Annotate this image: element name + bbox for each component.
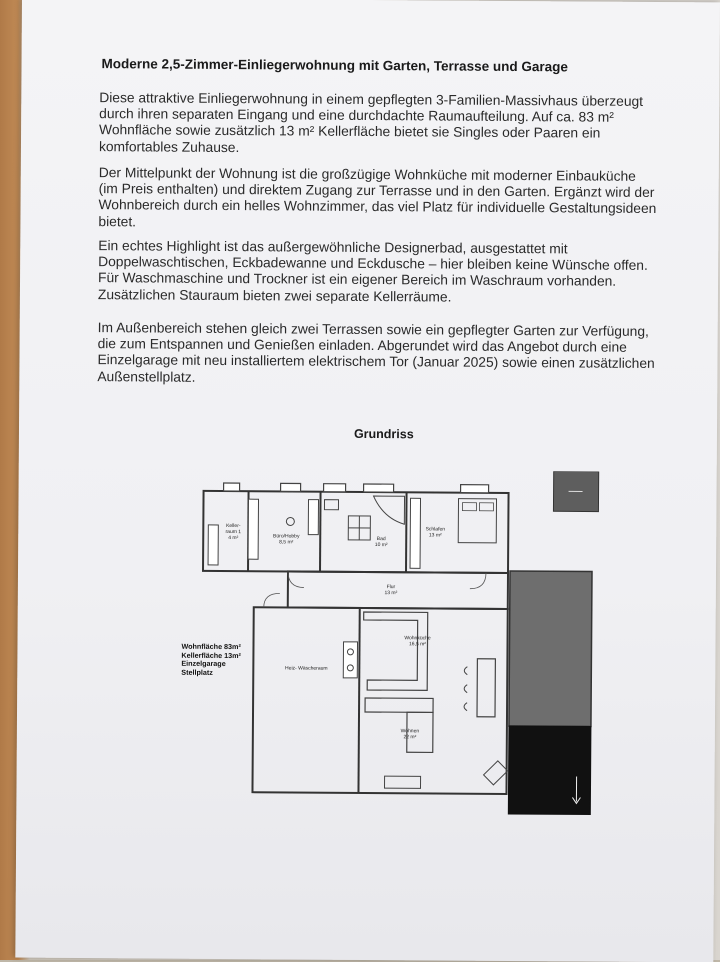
- room-label-bad: Bad 10 m²: [364, 536, 398, 548]
- parking-space: [508, 726, 591, 815]
- garage: [509, 571, 592, 727]
- document-title: Moderne 2,5-Zimmer-Einliegerwohnung mit Garten, Terrasse und Garage: [101, 56, 701, 75]
- room-label-flur: Flur 13 m²: [376, 584, 406, 596]
- legend-kellerflaeche: Kellerfläche 13m²: [181, 651, 241, 660]
- room-label-schlafen: Schlafen 13 m²: [418, 526, 452, 538]
- legend-stellplatz: Stellplatz: [181, 668, 241, 677]
- floorplan: [166, 469, 629, 832]
- legend-wohnflaeche: Wohnfläche 83m²: [181, 643, 241, 652]
- legend-einzelgarage: Einzelgarage: [181, 660, 241, 669]
- floorplan-heading: Grundriss: [354, 427, 414, 441]
- paragraph-intro: Diese attraktive Einliegerwohnung in einem gepflegten 3-Familien-Massivhaus überzeugt durch ihren separaten Eingang und eine durchdachte Raumaufteilung. Auf ca. 83 m² Wohnfläche sowie zusätzlich 13 m² Kellerfläche bietet sie Singles oder Paaren ein komfortables Zuhause.: [99, 90, 659, 159]
- room-label-heiz: Heiz- Wäscheraum: [271, 665, 341, 671]
- room-label-keller: Keller- raum 1 4 m²: [218, 523, 248, 541]
- paragraph-kitchen: Der Mittelpunkt der Wohnung ist die großzügige Wohnküche mit moderner Einbauküche (im Preis enthalten) und direktem Zugang zur Terrasse und in den Garten. Ergänzt wird der Wohnbereich durch ein helles Wohnzimmer, das viel Platz für individuelle Gestaltungsideen bietet.: [98, 165, 658, 234]
- lower-rooms-outline: [252, 607, 507, 794]
- paper-sheet: [15, 0, 720, 962]
- paragraph-bathroom: Ein echtes Highlight ist das außergewöhnliche Designerbad, ausgestattet mit Doppelwaschtischen, Eckbadewanne und Eckdusche – hier bleiben keine Wünsche offen. Für Waschmaschine und Trockner ist ein eigener Bereich im Waschraum vorhanden. Zusätzlichen Stauraum bieten zwei separate Kellerräume.: [98, 238, 658, 307]
- room-label-buero: Büro/Hobby 8,5 m²: [256, 533, 316, 545]
- room-label-wohnkueche: Wohnküche 16,5 m²: [397, 635, 437, 647]
- floorplan-legend: [181, 643, 241, 678]
- room-label-wohnen: Wohnen 22 m²: [393, 728, 427, 740]
- paragraph-outdoor: Im Außenbereich stehen gleich zwei Terrassen sowie ein gepflegter Garten zur Verfügung, die zum Entspannen und Genießen einladen. Abgerundet wird das Angebot durch eine Einzelgarage mit neu installiertem elektrischem Tor (Januar 2025) sowie einen zusätzlichen Außenstellplatz.: [97, 320, 657, 389]
